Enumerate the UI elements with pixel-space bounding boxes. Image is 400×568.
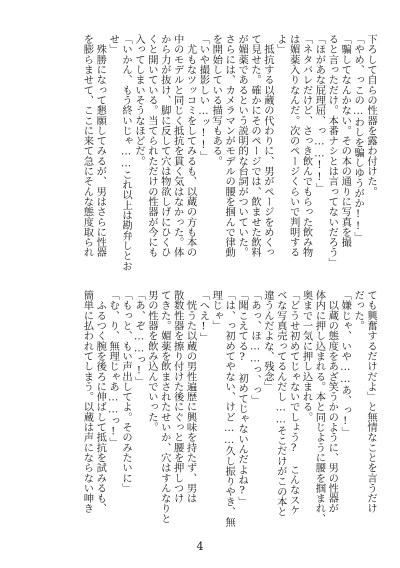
text-line: ふるつく腕を後ろに伸ばして抵抗を試みるも、 xyxy=(94,290,107,514)
text-line: 「嫌じゃ、いや……あ、っ!」 xyxy=(339,290,352,438)
text-line: 以蔵の態度をあざ笑うかのように、男の性器が xyxy=(326,290,339,514)
text-line: さらには、カメラマンがモデルの腰を掴んで律動 xyxy=(223,34,236,258)
text-line: 入ってしまいそうなほどだ。 xyxy=(132,34,145,166)
text-line: は媚薬入りなんだ。次のページくらいで判明する xyxy=(287,34,300,258)
upper-text-block xyxy=(81,34,377,271)
text-line: よ」 xyxy=(274,34,287,55)
text-line: くと開いている。当てられただけの性器が今にも xyxy=(145,34,158,258)
page-number: 4 xyxy=(196,540,204,553)
text-line: 簡単に払われてしまう。以蔵は声にならない呻き xyxy=(81,290,94,514)
text-line: 抵抗する以蔵の代わりに、男がページをめくっ xyxy=(261,34,274,258)
text-line: 男の性器を飲み込んでいった。 xyxy=(145,290,158,433)
text-line: 「もっと、もい声出してよ。そのみたいに」 xyxy=(120,290,133,493)
text-line: 「む、り、無理じゃあ……っ!」 xyxy=(107,290,120,448)
text-line: 「いかん、もう終いじゃ……これ以上は勘弁しとお xyxy=(120,34,133,271)
text-line: 「あっ、ほ……っ、っ」 xyxy=(248,290,261,406)
text-line: せ」 xyxy=(107,34,120,55)
text-line: が媚薬であるという説明的な台詞がついていた。 xyxy=(236,34,249,258)
text-line: だった。 xyxy=(352,290,365,331)
text-line: 「いや撮影しい…ッ!!」 xyxy=(197,34,210,161)
text-line: 奥まで一気に押し込まれる。 xyxy=(300,290,313,422)
text-line: を膨らませて、ここに来て急にそんな態度取られ xyxy=(81,34,94,258)
lower-text-block xyxy=(81,290,377,527)
text-line: ベな写真売ってるんだし……そこだけがこの本と xyxy=(274,290,287,517)
text-line: 体内に押し込まれる。本と同じように腰を掴まれ、 xyxy=(313,290,326,524)
text-line: 散数性器を擦り付けた後にぐっと腰を押しつけ xyxy=(171,290,184,504)
text-line: ると言っただけ。本番ナシとは言ってないだろう」 xyxy=(326,34,339,268)
text-line: 下ろして自らの性器を露わ付けた。 xyxy=(365,34,377,197)
text-line: 中のモデルと同じく抵抗を貫く気はなかった。体 xyxy=(171,34,184,258)
text-line: 「聞こえてる? 初めてじゃないんだよね?」 xyxy=(236,290,249,507)
text-line: 「あ、ぞ……っ!」 xyxy=(132,290,145,387)
text-line: 「は、っ初めてやない、けど……久し振りやき、無 xyxy=(223,290,236,527)
text-line: 理じゃ」 xyxy=(210,290,223,331)
text-line: 尤もなツッコミをしてみるも、以蔵の方も本の xyxy=(184,34,197,258)
text-line: から力が抜け、脚に反して穴は物欲しげにひくひ xyxy=(158,34,171,258)
text-line: てきた。媚薬を飲まされたせいか、穴はすんなりと xyxy=(158,290,171,524)
text-line: 「ほがあな屁理屈、っ……!!」 xyxy=(313,34,326,194)
text-line: ても興奮するだけだよ」と無情なことを言うだけ xyxy=(365,290,377,514)
text-line: 殊勝になって懇願してみるが、男はさらに性器 xyxy=(94,34,107,258)
text-line: て見せた。確かにそのページでは、飲ませた飲料 xyxy=(248,34,261,258)
text-line: 「ネタバレだけど、さっき飲んでもらった飲み物 xyxy=(300,34,313,258)
text-line: 「やめ、っこの…わしを騙しゆうがか!!」 xyxy=(352,34,365,243)
text-line: 「どうせ初めてじゃないでしょう? こんなスケ xyxy=(287,290,300,515)
text-line: を開始している描写もある。 xyxy=(210,34,223,166)
text-line: 恍うた以蔵の男性遍歴に興味を持たず、男は xyxy=(184,290,197,504)
text-line: 「へえ!」 xyxy=(197,290,210,343)
text-line: 違うんだよな、残念」 xyxy=(261,290,274,392)
text-line: 「騙してなんかない。その本の通りに写真を撮 xyxy=(339,34,352,248)
